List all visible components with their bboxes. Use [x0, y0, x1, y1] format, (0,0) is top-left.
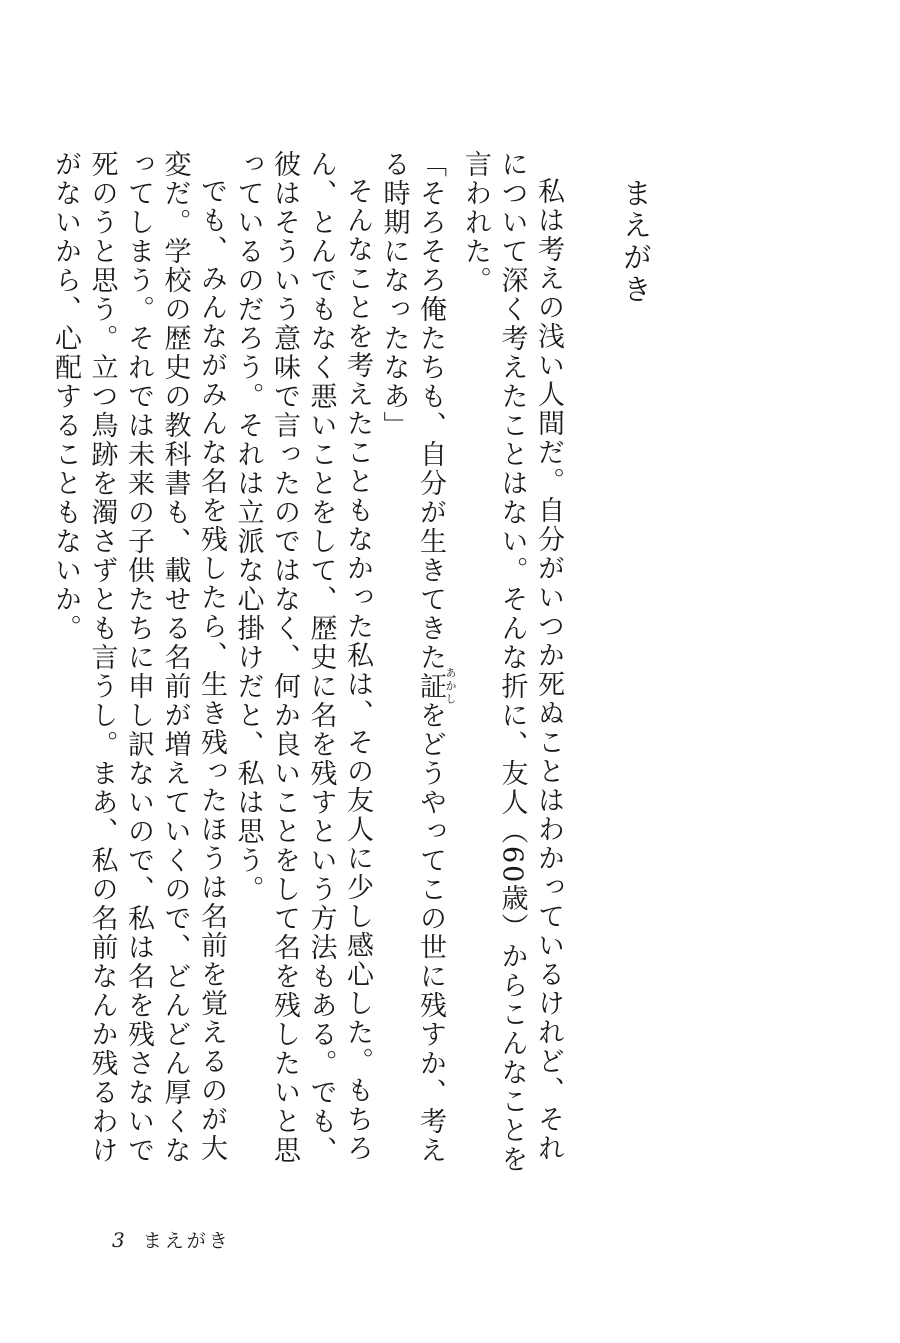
running-head: まえがき: [142, 1230, 231, 1252]
paragraph-2: 「そろそろ俺たちも、自分が生きてきた証あかしをどうやってこの世に残すか、考える時期になったなあ」: [378, 150, 457, 1165]
page-footer: [112, 1226, 231, 1253]
paragraph-4: でも、みんながみんな名を残したら、生き残ったほうは名前を覚えるのが大変だ。学校の歴史の教科書も、載せる名前が増えていくので、どんどん厚くなってしまう。それでは未来の子供たちに申し訳ないので、私は名を残さないで死のうと思う。立つ鳥跡を濁さずとも言うし。まあ、私の名前なんか残るわけがないから、心配することもないか。: [50, 150, 227, 1165]
body-text: [50, 150, 566, 1190]
ruby-text: あかし: [444, 667, 457, 706]
ruby-akashi: 証あかし: [415, 667, 457, 706]
chapter-title: まえがき: [619, 178, 653, 306]
paragraph-3: そんなことを考えたこともなかった私は、その友人に少し感心した。もちろん、とんでもなく悪いことをして、歴史に名を残すという方法もある。でも、彼はそういう意味で言ったのではなく、何か良いことをして名を残したいと思っているのだろう。それは立派な心掛けだと、私は思う。: [232, 150, 373, 1165]
page-number: 3: [112, 1228, 125, 1252]
paragraph-1: 私は考えの浅い人間だ。自分がいつか死ぬことはわかっているけれど、それについて深く考えたことはない。そんな折に、友人（60歳）からこんなことを言われた。: [460, 150, 564, 1175]
